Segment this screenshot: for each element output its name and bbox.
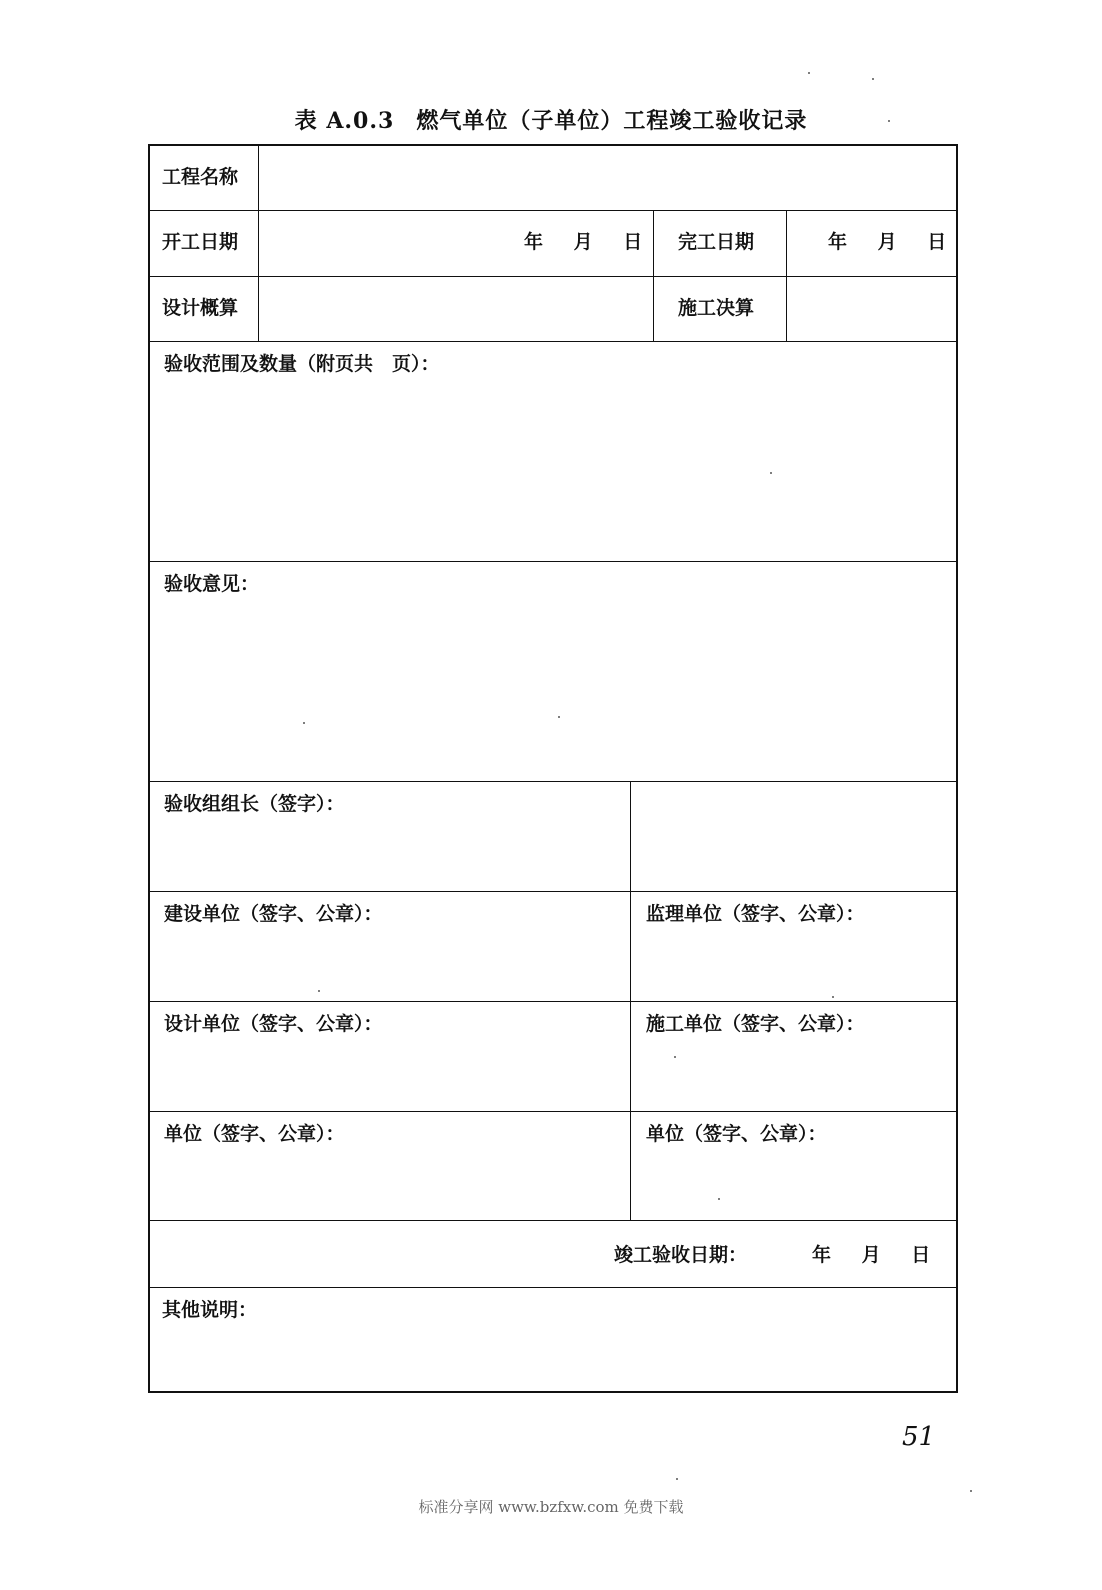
unit-left-label: 单位（签字、公章）： [164, 1123, 345, 1145]
row-divider [148, 1001, 958, 1002]
month-unit: 月 [877, 231, 897, 253]
unit-right-label: 单位（签字、公章）： [646, 1123, 827, 1145]
scan-speck [558, 716, 560, 718]
scan-speck [718, 1198, 720, 1200]
acceptance-date-value [812, 1246, 930, 1265]
day-unit: 日 [927, 231, 947, 253]
table-title-text: 燃气单位（子单位）工程竣工验收记录 [416, 108, 808, 134]
scan-speck [303, 722, 305, 724]
year-unit: 年 [812, 1244, 832, 1266]
row-divider [148, 891, 958, 892]
day-unit: 日 [911, 1244, 931, 1266]
scan-speck [970, 1490, 972, 1492]
row-divider [148, 210, 958, 211]
other-notes-label: 其他说明： [162, 1299, 258, 1321]
day-unit: 日 [623, 231, 643, 253]
design-unit-label: 设计单位（签字、公章）： [164, 1013, 383, 1035]
year-unit: 年 [524, 231, 544, 253]
start-date-value [524, 233, 642, 252]
scan-speck [674, 1056, 676, 1058]
row-divider [148, 341, 958, 342]
column-divider [653, 210, 654, 341]
scope-label: 验收范围及数量（附页共 页）： [164, 353, 440, 375]
construction-settlement-label: 施工决算 [678, 297, 755, 319]
row-divider [148, 1220, 958, 1221]
project-name-label: 工程名称 [162, 166, 239, 188]
supervision-unit-label: 监理单位（签字、公章）： [646, 903, 865, 925]
month-unit: 月 [573, 231, 593, 253]
scan-speck [832, 996, 834, 998]
completion-date-value [828, 233, 946, 252]
opinion-label: 验收意见： [164, 573, 260, 595]
construction-unit-label: 施工单位（签字、公章）： [646, 1013, 865, 1035]
row-divider [148, 1287, 958, 1288]
completion-date-label: 完工日期 [678, 231, 755, 253]
scan-speck [888, 120, 890, 122]
page-number: 51 [902, 1422, 936, 1452]
column-divider [258, 144, 259, 341]
scan-speck [808, 72, 810, 74]
design-estimate-label: 设计概算 [162, 297, 239, 319]
scan-speck [872, 78, 874, 80]
scan-speck [770, 472, 772, 474]
month-unit: 月 [861, 1244, 881, 1266]
year-unit: 年 [828, 231, 848, 253]
document-title [0, 104, 1102, 135]
column-divider [630, 781, 631, 1220]
scan-speck [318, 990, 320, 992]
row-divider [148, 781, 958, 782]
acceptance-record-table [148, 144, 958, 1393]
owner-unit-label: 建设单位（签字、公章）： [164, 903, 383, 925]
column-divider [786, 210, 787, 341]
row-divider [148, 1111, 958, 1112]
table-code: 表 A.0.3 [294, 108, 395, 134]
start-date-label: 开工日期 [162, 231, 239, 253]
footer-watermark: 标准分享网 www.bzfxw.com 免费下载 [418, 1498, 684, 1516]
group-leader-label: 验收组组长（签字）： [164, 793, 345, 815]
row-divider [148, 561, 958, 562]
row-divider [148, 276, 958, 277]
scan-speck [676, 1478, 678, 1480]
acceptance-date-label: 竣工验收日期： [614, 1244, 748, 1266]
